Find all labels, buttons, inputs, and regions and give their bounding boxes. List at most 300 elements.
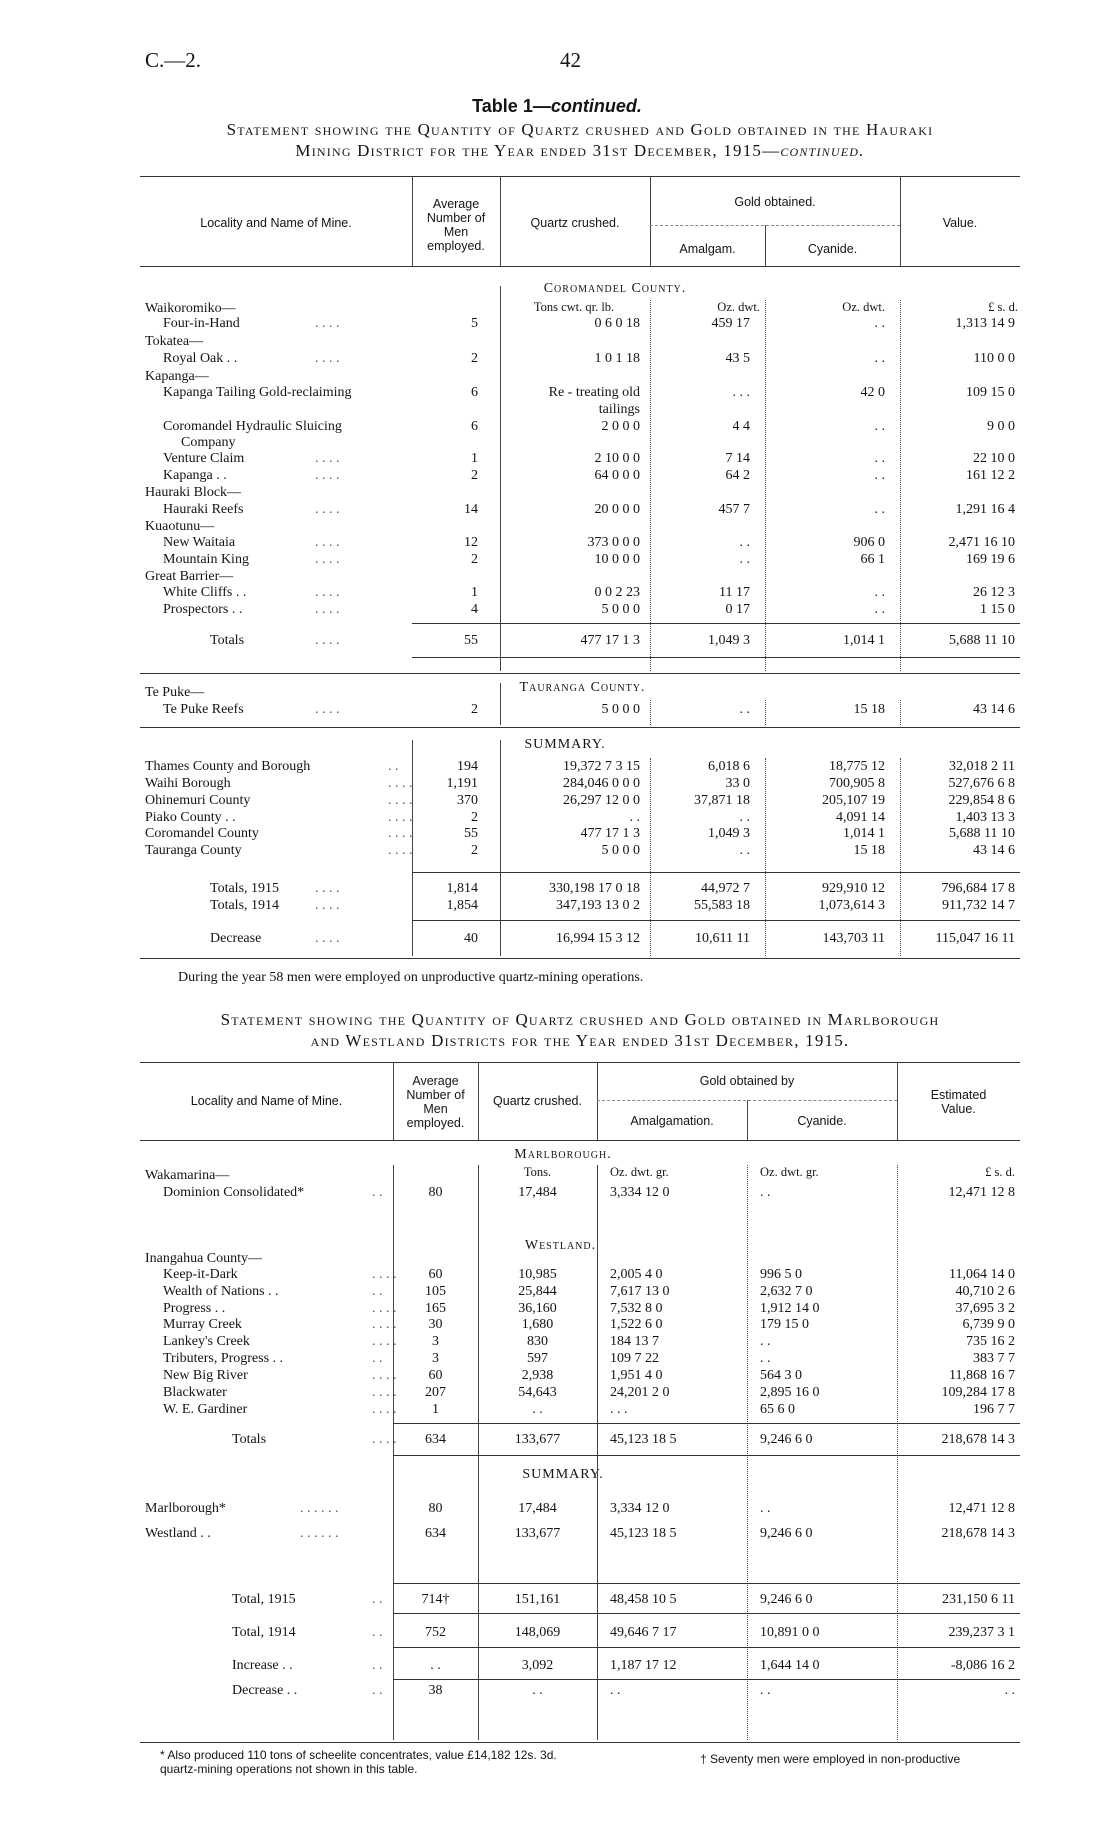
t1-col-locality: Locality and Name of Mine. xyxy=(200,216,352,230)
footnote-seventy-men: † Seventy men were employed in non-productive xyxy=(700,1752,961,1766)
cell-value: 1,291 16 4 xyxy=(955,502,1015,517)
cell-quartz: 597 xyxy=(527,1351,548,1366)
westland-row xyxy=(0,1300,1114,1317)
leader-dots: . . xyxy=(372,1284,383,1299)
cell-value: 169 19 6 xyxy=(966,552,1015,567)
westland-row xyxy=(0,1350,1114,1367)
cell-cyanide: 1,014 1 xyxy=(843,633,885,648)
mine-name: Totals, 1915 xyxy=(210,881,280,896)
cell-value: 110 0 0 xyxy=(973,351,1015,366)
cell-value: 229,854 8 6 xyxy=(948,793,1015,808)
leader-dots: . . . . xyxy=(315,898,340,913)
mine-name: New Big River xyxy=(163,1368,248,1383)
t2-col-cyanide: Cyanide. xyxy=(797,1114,847,1128)
cell-men: 2 xyxy=(471,810,478,825)
cell-value: 11,064 14 0 xyxy=(949,1267,1015,1282)
cell-value: 1,403 13 3 xyxy=(955,810,1015,825)
cell-amalgamation: 49,646 7 17 xyxy=(610,1625,677,1640)
t1-col-men xyxy=(412,197,500,253)
t2-units-value: £ s. d. xyxy=(985,1165,1015,1179)
cell-men: 60 xyxy=(428,1368,443,1383)
cell-cyanide: 15 18 xyxy=(853,702,885,717)
leader-dots: . . . . . . xyxy=(300,1501,339,1516)
leader-dots: . . xyxy=(372,1683,383,1698)
cell-amalgamation: 2,005 4 0 xyxy=(610,1267,663,1282)
cell-amalgamation: 7,532 8 0 xyxy=(610,1301,663,1316)
cell-men: 1 xyxy=(471,451,478,466)
cell-amalgam: 0 17 xyxy=(725,602,750,617)
cell-value: 11,868 16 7 xyxy=(949,1368,1015,1383)
leader-dots: . . . . xyxy=(388,843,413,858)
cell-amalgam: 10,611 11 xyxy=(695,931,750,946)
coromandel-row xyxy=(0,518,1114,535)
cell-cyanide: 2,632 7 0 xyxy=(760,1284,813,1299)
marlborough-row xyxy=(0,1167,1114,1184)
cell-men: 6 xyxy=(471,385,478,400)
table2-caption-line1: Statement showing the Quantity of Quartz crushed and Gold obtained in Marlborough xyxy=(220,1010,940,1029)
cell-amalgamation: . . . xyxy=(610,1402,628,1417)
coromandel-row xyxy=(0,601,1114,618)
summary2-totals-row xyxy=(0,1591,1114,1608)
mine-name: Coromandel Hydraulic Sluicing xyxy=(163,419,342,434)
cell-value: 161 12 2 xyxy=(966,468,1015,483)
leader-dots: . . . . xyxy=(315,585,340,600)
cell-quartz: 148,069 xyxy=(514,1625,561,1640)
footnote-scheelite-cont: quartz-mining operations not shown in this table. xyxy=(160,1762,418,1776)
cell-quartz: 64 0 0 0 xyxy=(594,468,640,483)
t1-col-amalgam: Amalgam. xyxy=(679,242,736,256)
cell-men: 55 xyxy=(464,633,478,648)
cell-cyanide: 179 15 0 xyxy=(760,1317,809,1332)
cell-amalgam: 55,583 18 xyxy=(694,898,750,913)
cell-amalgam: . . xyxy=(739,552,750,567)
mine-name: Dominion Consolidated* xyxy=(163,1185,305,1200)
cell-quartz: 133,677 xyxy=(514,1432,561,1447)
t1-col-gold: Gold obtained. xyxy=(734,195,816,209)
westland-row xyxy=(0,1367,1114,1384)
cell-cyanide: . . xyxy=(760,1185,771,1200)
t2-units-cyanide: Oz. dwt. gr. xyxy=(760,1165,819,1179)
summary-totals-row xyxy=(0,897,1114,914)
tauranga-row xyxy=(0,701,1114,718)
westland-row xyxy=(0,1401,1114,1418)
cell-value: 109,284 17 8 xyxy=(941,1385,1015,1400)
cell-value: 5,688 11 10 xyxy=(949,826,1015,841)
cell-amalgamation: 1,951 4 0 xyxy=(610,1368,663,1383)
mine-name: Waihi Borough xyxy=(145,776,231,791)
t2-col-gold: Gold obtained by xyxy=(699,1074,795,1088)
summary-row xyxy=(0,775,1114,792)
cell-men: 1,191 xyxy=(446,776,478,791)
mine-name: Thames County and Borough xyxy=(145,759,311,774)
leader-dots: . . xyxy=(372,1658,383,1673)
section-summary-1: SUMMARY. xyxy=(524,737,606,752)
t1-col-men-line1: Average xyxy=(432,197,480,211)
t2-col-quartz: Quartz crushed. xyxy=(493,1094,582,1108)
cell-value: 37,695 3 2 xyxy=(955,1301,1015,1316)
mine-name: Great Barrier— xyxy=(145,569,234,584)
cell-men: 207 xyxy=(425,1385,446,1400)
cell-quartz: 5 0 0 0 xyxy=(601,843,640,858)
cell-amalgam: 11 17 xyxy=(719,585,750,600)
t2-col-locality: Locality and Name of Mine. xyxy=(190,1094,343,1108)
cell-men: 752 xyxy=(425,1625,446,1640)
cell-cyanide: 9,246 6 0 xyxy=(760,1526,813,1541)
cell-men: 165 xyxy=(425,1301,446,1316)
cell-cyanide: 1,644 14 0 xyxy=(760,1658,820,1673)
cell-amalgam: 6,018 6 xyxy=(708,759,750,774)
cell-cyanide: 143,703 11 xyxy=(822,931,885,946)
coromandel-row xyxy=(0,368,1114,385)
coromandel-row xyxy=(0,568,1114,585)
section-coromandel: Coromandel County. xyxy=(543,281,687,296)
cell-cyanide: . . xyxy=(874,468,885,483)
cell-amalgam: 4 4 xyxy=(732,419,750,434)
leader-dots: . . . . xyxy=(315,602,340,617)
cell-value: 12,471 12 8 xyxy=(948,1501,1015,1516)
t2-col-value-line2: Value. xyxy=(941,1102,976,1116)
cell-men: 2 xyxy=(471,552,478,567)
summary-totals-row xyxy=(0,880,1114,897)
cell-value: 1 15 0 xyxy=(980,602,1015,617)
coromandel-row xyxy=(0,584,1114,601)
cell-men: 4 xyxy=(471,602,478,617)
cell-value: 9 0 0 xyxy=(987,419,1015,434)
cell-cyanide: . . xyxy=(760,1351,771,1366)
cell-amalgamation: 3,334 12 0 xyxy=(610,1185,670,1200)
t2-col-value xyxy=(897,1088,1020,1116)
cell-men: 5 xyxy=(471,316,478,331)
coromandel-row xyxy=(0,401,1114,418)
mine-name: Decrease . . xyxy=(232,1683,298,1698)
cell-men: 30 xyxy=(428,1317,443,1332)
mine-name: Keep-it-Dark xyxy=(163,1267,238,1282)
leader-dots: . . . . xyxy=(388,776,413,791)
cell-men: 14 xyxy=(464,502,478,517)
cell-men: 80 xyxy=(428,1185,443,1200)
cell-amalgam: 1,049 3 xyxy=(708,633,750,648)
cell-amalgam: 457 7 xyxy=(718,502,750,517)
cell-value: 231,150 6 11 xyxy=(942,1592,1015,1607)
summary2-change-row xyxy=(0,1682,1114,1699)
cell-amalgam: 43 5 xyxy=(725,351,750,366)
cell-men: 634 xyxy=(425,1526,446,1541)
t1-col-cyanide: Cyanide. xyxy=(807,242,858,256)
cell-quartz: 16,994 15 3 12 xyxy=(556,931,640,946)
cell-men: 370 xyxy=(457,793,478,808)
mine-name: Tokatea— xyxy=(145,334,204,349)
table-title xyxy=(0,96,1114,117)
westland-row xyxy=(0,1333,1114,1350)
westland-row xyxy=(0,1266,1114,1283)
mine-name: Venture Claim xyxy=(163,451,245,466)
coromandel-totals-row xyxy=(0,632,1114,649)
cell-value: 32,018 2 11 xyxy=(949,759,1015,774)
summary-row xyxy=(0,825,1114,842)
cell-quartz: 133,677 xyxy=(514,1526,561,1541)
cell-men: 40 xyxy=(464,931,478,946)
leader-dots: . . . . xyxy=(388,810,413,825)
section-summary-2: SUMMARY. xyxy=(522,1467,604,1482)
tauranga-row xyxy=(0,684,1114,701)
mine-name: Total, 1915 xyxy=(232,1592,296,1607)
cell-quartz: 20 0 0 0 xyxy=(594,502,640,517)
leader-dots: . . . . xyxy=(315,881,340,896)
t2-units-quartz: Tons. xyxy=(523,1165,552,1179)
leader-dots: . . . . xyxy=(372,1432,397,1447)
t2-col-men xyxy=(393,1074,478,1130)
table-title-continued: continued. xyxy=(550,96,642,116)
cell-value: 1,313 14 9 xyxy=(955,316,1015,331)
table1-caption-line2 xyxy=(140,141,1020,161)
t2-col-men-line4: employed. xyxy=(406,1116,465,1130)
coromandel-row xyxy=(0,434,1114,451)
cell-quartz: 5 0 0 0 xyxy=(601,702,640,717)
cell-value: 735 16 2 xyxy=(966,1334,1015,1349)
cell-amalgam: . . xyxy=(739,810,750,825)
cell-amalgamation: 7,617 13 0 xyxy=(610,1284,670,1299)
cell-amalgam: . . . xyxy=(732,385,750,400)
cell-cyanide: 42 0 xyxy=(860,385,885,400)
cell-value: 109 15 0 xyxy=(966,385,1015,400)
leader-dots: . . xyxy=(372,1351,383,1366)
cell-quartz: 5 0 0 0 xyxy=(601,602,640,617)
cell-value: 2,471 16 10 xyxy=(948,535,1015,550)
cell-men: 634 xyxy=(425,1432,446,1447)
coromandel-row xyxy=(0,418,1114,435)
summary2-change-row xyxy=(0,1657,1114,1674)
leader-dots: . . . . xyxy=(372,1317,397,1332)
leader-dots: . . . . xyxy=(315,552,340,567)
summary-row xyxy=(0,842,1114,859)
leader-dots: . . . . xyxy=(315,633,340,648)
westland-row xyxy=(0,1384,1114,1401)
cell-cyanide: . . xyxy=(760,1334,771,1349)
cell-amalgamation: 184 13 7 xyxy=(610,1334,659,1349)
cell-cyanide: 18,775 12 xyxy=(829,759,885,774)
cell-cyanide: . . xyxy=(874,502,885,517)
cell-quartz: tailings xyxy=(598,402,640,417)
t1-units-amalgam: Oz. dwt. xyxy=(717,300,760,314)
mine-name: New Waitaia xyxy=(163,535,236,550)
cell-quartz: 373 0 0 0 xyxy=(587,535,640,550)
cell-men: 6 xyxy=(471,419,478,434)
cell-quartz: . . xyxy=(532,1402,543,1417)
section-westland: Westland. xyxy=(524,1238,597,1253)
cell-quartz: 284,046 0 0 0 xyxy=(563,776,640,791)
cell-value: 218,678 14 3 xyxy=(941,1526,1015,1541)
leader-dots: . . . . . . xyxy=(300,1526,339,1541)
t2-col-men-line2: Number of xyxy=(406,1088,465,1102)
cell-amalgamation: 24,201 2 0 xyxy=(610,1385,670,1400)
mine-name: Kuaotunu— xyxy=(145,519,215,534)
leader-dots: . . xyxy=(372,1592,383,1607)
t1-col-value: Value. xyxy=(942,216,978,230)
cell-value: 43 14 6 xyxy=(973,843,1015,858)
mine-name: Kapanga . . xyxy=(163,468,227,483)
cell-men: 2 xyxy=(471,468,478,483)
cell-cyanide: 205,107 19 xyxy=(822,793,885,808)
coromandel-row xyxy=(0,333,1114,350)
cell-value: 218,678 14 3 xyxy=(941,1432,1015,1447)
cell-men: 714† xyxy=(421,1592,450,1607)
cell-value: 796,684 17 8 xyxy=(941,881,1015,896)
cell-quartz: 2 0 0 0 xyxy=(601,419,640,434)
leader-dots: . . . . xyxy=(315,931,340,946)
t2-col-value-line1: Estimated xyxy=(930,1088,987,1102)
t1-col-men-line3: Men xyxy=(443,225,469,239)
t1-col-men-line2: Number of xyxy=(426,211,486,225)
cell-value: 527,676 6 8 xyxy=(948,776,1015,791)
coromandel-row xyxy=(0,467,1114,484)
mine-name: Waikoromiko— xyxy=(145,301,236,316)
mine-name: Company xyxy=(181,435,236,450)
mine-name: Four-in-Hand xyxy=(163,316,240,331)
cell-cyanide: 10,891 0 0 xyxy=(760,1625,820,1640)
table-title-main: Table 1— xyxy=(472,96,551,116)
cell-amalgamation: 45,123 18 5 xyxy=(610,1432,677,1447)
cell-men: 12 xyxy=(464,535,478,550)
cell-cyanide: 9,246 6 0 xyxy=(760,1432,813,1447)
cell-men: . . xyxy=(430,1658,441,1673)
cell-cyanide: 9,246 6 0 xyxy=(760,1592,813,1607)
table1-note: During the year 58 men were employed on unproductive quartz-mining operations. xyxy=(178,970,644,985)
mine-name: Totals, 1914 xyxy=(210,898,280,913)
mine-name: Inangahua County— xyxy=(145,1251,263,1266)
cell-amalgam: . . xyxy=(739,535,750,550)
cell-cyanide: . . xyxy=(874,451,885,466)
westland-row xyxy=(0,1316,1114,1333)
cell-quartz: 330,198 17 0 18 xyxy=(549,881,640,896)
mine-name: Te Puke— xyxy=(145,685,205,700)
cell-amalgamation: 1,522 6 0 xyxy=(610,1317,663,1332)
cell-amalgam: 459 17 xyxy=(711,316,750,331)
section-tauranga: Tauranga County. xyxy=(519,680,646,695)
cell-cyanide: . . xyxy=(760,1683,771,1698)
cell-value: 239,237 3 1 xyxy=(948,1625,1015,1640)
mine-name: Decrease xyxy=(210,931,262,946)
page-number: 42 xyxy=(560,48,581,72)
cell-amalgam: 37,871 18 xyxy=(694,793,750,808)
cell-cyanide: 996 5 0 xyxy=(760,1267,802,1282)
leader-dots: . . . . xyxy=(315,351,340,366)
leader-dots: . . . . xyxy=(388,793,413,808)
table1-caption-text: Mining District for the Year ended 31st December, 1915— xyxy=(295,141,781,160)
cell-cyanide: . . xyxy=(760,1501,771,1516)
summary2-totals-row xyxy=(0,1624,1114,1641)
leader-dots: . . xyxy=(388,759,399,774)
westland-totals-row xyxy=(0,1431,1114,1448)
mine-name: Hauraki Reefs xyxy=(163,502,244,517)
mine-name: Marlborough* xyxy=(145,1501,226,1516)
mine-name: Progress . . xyxy=(163,1301,226,1316)
coromandel-row xyxy=(0,315,1114,332)
cell-men: 3 xyxy=(432,1334,439,1349)
cell-men: 80 xyxy=(428,1501,443,1516)
cell-amalgamation: 48,458 10 5 xyxy=(610,1592,677,1607)
table2-caption-line2: and Westland Districts for the Year ended 31st December, 1915. xyxy=(310,1031,850,1050)
cell-value: 40,710 2 6 xyxy=(955,1284,1015,1299)
t1-units-quartz: Tons cwt. qr. lb. xyxy=(533,300,615,314)
t1-col-quartz: Quartz crushed. xyxy=(530,216,620,230)
cell-cyanide: 4,091 14 xyxy=(836,810,885,825)
coromandel-row xyxy=(0,384,1114,401)
cell-amalgamation: 109 7 22 xyxy=(610,1351,659,1366)
cell-amalgamation: 45,123 18 5 xyxy=(610,1526,677,1541)
cell-quartz: . . xyxy=(629,810,640,825)
cell-quartz: 347,193 13 0 2 xyxy=(556,898,640,913)
mine-name: Blackwater xyxy=(163,1385,227,1400)
table1-caption-line1: Statement showing the Quantity of Quartz crushed and Gold obtained in the Hauraki xyxy=(226,120,934,139)
leader-dots: . . . . xyxy=(315,702,340,717)
coromandel-row xyxy=(0,551,1114,568)
cell-value: -8,086 16 2 xyxy=(950,1658,1015,1673)
cell-value: 26 12 3 xyxy=(973,585,1015,600)
coromandel-row xyxy=(0,534,1114,551)
cell-quartz: 10 0 0 0 xyxy=(594,552,640,567)
mine-name: Wealth of Nations . . xyxy=(163,1284,279,1299)
leader-dots: . . . . xyxy=(388,826,413,841)
cell-men: 194 xyxy=(457,759,478,774)
cell-amalgam: 1,049 3 xyxy=(708,826,750,841)
cell-value: 22 10 0 xyxy=(973,451,1015,466)
marlborough-row xyxy=(0,1184,1114,1201)
cell-quartz: 3,092 xyxy=(521,1658,554,1673)
cell-cyanide: . . xyxy=(874,419,885,434)
mine-name: Total, 1914 xyxy=(232,1625,296,1640)
coromandel-row xyxy=(0,450,1114,467)
leader-dots: . . . . xyxy=(315,502,340,517)
mine-name: Kapanga— xyxy=(145,369,209,384)
cell-men: 1,814 xyxy=(446,881,478,896)
summary-row xyxy=(0,792,1114,809)
t2-col-men-line3: Men xyxy=(423,1102,448,1116)
cell-value: 12,471 12 8 xyxy=(948,1185,1015,1200)
cell-value: 383 7 7 xyxy=(973,1351,1015,1366)
mine-name: Kapanga Tailing Gold-reclaiming xyxy=(163,385,352,400)
leader-dots: . . . . xyxy=(315,316,340,331)
cell-men: 2 xyxy=(471,351,478,366)
cell-quartz: 830 xyxy=(527,1334,548,1349)
cell-value: 6,739 9 0 xyxy=(962,1317,1015,1332)
mine-name: Te Puke Reefs xyxy=(163,702,244,717)
cell-amalgamation: 3,334 12 0 xyxy=(610,1501,670,1516)
cell-quartz: 1,680 xyxy=(521,1317,554,1332)
mine-name: Increase . . xyxy=(232,1658,293,1673)
cell-amalgam: 7 14 xyxy=(725,451,750,466)
summary2-row xyxy=(0,1525,1114,1542)
leader-dots: . . . . xyxy=(315,535,340,550)
mine-name: Mountain King xyxy=(163,552,249,567)
cell-quartz: 2,938 xyxy=(521,1368,554,1383)
cell-men: 55 xyxy=(464,826,478,841)
mine-name: Tributers, Progress . . xyxy=(163,1351,284,1366)
cell-cyanide: 65 6 0 xyxy=(760,1402,795,1417)
cell-quartz: 54,643 xyxy=(518,1385,557,1400)
cell-amalgam: . . xyxy=(739,702,750,717)
mine-name: Totals xyxy=(210,633,245,648)
cell-amalgam: 64 2 xyxy=(725,468,750,483)
cell-quartz: Re - treating old xyxy=(548,385,640,400)
t1-col-men-line4: employed. xyxy=(427,239,485,253)
t2-col-men-line1: Average xyxy=(412,1074,459,1088)
t1-units-value: £ s. d. xyxy=(988,300,1018,314)
cell-men: 2 xyxy=(471,702,478,717)
cell-quartz: 19,372 7 3 15 xyxy=(563,759,640,774)
cell-cyanide: 1,073,614 3 xyxy=(818,898,885,913)
cell-cyanide: . . xyxy=(874,316,885,331)
t1-units-cyanide: Oz. dwt. xyxy=(842,300,885,314)
